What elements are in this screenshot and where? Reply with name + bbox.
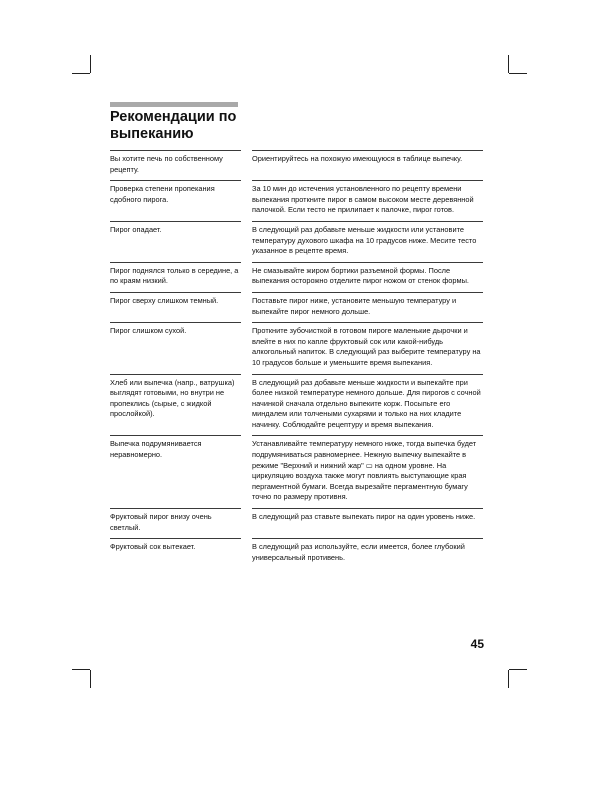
page-title-line: Рекомендации по [110,109,237,125]
problem-cell: Пирог слишком сухой. [110,323,241,374]
crop-mark-top-left-vertical [90,55,91,73]
table-row [110,262,483,292]
advice-cell: Проткните зубочисткой в готовом пироге маленькие дырочки и влейте в них по капле фруктовый сок или какой-нибудь алкогольный напиток. В следующий раз выберите температуру на 10 градусов больше и уменьшите время выпекания. [252,323,483,374]
column-gap [241,221,252,262]
problem-cell: Пирог сверху слишком темный. [110,292,241,322]
advice-cell: Устанавливайте температуру немного ниже, тогда выпечка будет подрумяниваться равномернее. Нежную выпечку выпекайте в режиме "Верхний и нижний жар" ▭ на одном уровне. На циркуляцию воздуха также могут повлиять выступающие края пергаментной бумаги. Всегда вырезайте пергаментную бумагу точно по размеру противня. [252,436,483,509]
crop-mark-top-right-vertical [508,55,509,73]
table-row [110,539,483,569]
table-row [110,436,483,509]
table-row [110,509,483,539]
crop-mark-bottom-right-vertical [508,670,509,688]
advice-cell: В следующий раз используйте, если имеется, более глубокий универсальный противень. [252,539,483,569]
column-gap [241,509,252,539]
column-gap [241,436,252,509]
advice-cell: За 10 мин до истечения установленного по рецепту времени выпекания проткните пирог в самом высоком месте деревянной палочкой. Если тесто не прилипает к палочке, пирог готов. [252,181,483,222]
advice-cell: В следующий раз добавьте меньше жидкости и выпекайте при более низкой температуре немного дольше. Для пирогов с сочной начинкой сначала отдельно выпеките корж. Посыпьте его миндалем или толчеными сухарями и только на них кладите начинку. Соблюдайте рецептуру и время выпекания. [252,374,483,436]
column-gap [241,323,252,374]
table-row [110,374,483,436]
column-gap [241,292,252,322]
advice-cell: Поставьте пирог ниже, установите меньшую температуру и выпекайте пирог немного дольше. [252,292,483,322]
column-gap [241,539,252,569]
column-gap [241,262,252,292]
baking-recommendations-table [110,150,483,568]
problem-cell: Вы хотите печь по собственному рецепту. [110,151,241,181]
table-row [110,181,483,222]
problem-cell: Пирог поднялся только в середине, а по краям низкий. [110,262,241,292]
table-row [110,292,483,322]
advice-cell: Не смазывайте жиром бортики разъемной формы. После выпекания осторожно отделите пирог ножом от стенок формы. [252,262,483,292]
problem-cell: Пирог опадает. [110,221,241,262]
column-gap [241,151,252,181]
crop-mark-bottom-left-vertical [90,670,91,688]
title-accent-bar [110,102,238,107]
problem-cell: Фруктовый сок вытекает. [110,539,241,569]
page-title-line: выпеканию [110,125,194,142]
page-number: 45 [470,637,484,651]
advice-cell: В следующий раз ставьте выпекать пирог на один уровень ниже. [252,509,483,539]
table-row [110,151,483,181]
crop-mark-top-right-horizontal [509,73,527,74]
problem-cell: Фруктовый пирог внизу очень светлый. [110,509,241,539]
problem-cell: Выпечка подрумянивается неравномерно. [110,436,241,509]
problem-cell: Хлеб или выпечка (напр., ватрушка) выглядят готовыми, но внутри не пропеклись (сырые, с жидкой прослойкой). [110,374,241,436]
advice-cell: В следующий раз добавьте меньше жидкости или установите температуру духового шкафа на 10 градусов ниже. Месите тесто указанное в рецепте время. [252,221,483,262]
crop-mark-top-left-horizontal [72,73,90,74]
crop-mark-bottom-left-horizontal [72,669,90,670]
table-row [110,323,483,374]
advice-cell: Ориентируйтесь на похожую имеющуюся в таблице выпечку. [252,151,483,181]
recommendations-table-body [110,151,483,569]
page-title [110,109,310,142]
problem-cell: Проверка степени пропекания сдобного пирога. [110,181,241,222]
column-gap [241,181,252,222]
table-row [110,221,483,262]
crop-mark-bottom-right-horizontal [509,669,527,670]
column-gap [241,374,252,436]
